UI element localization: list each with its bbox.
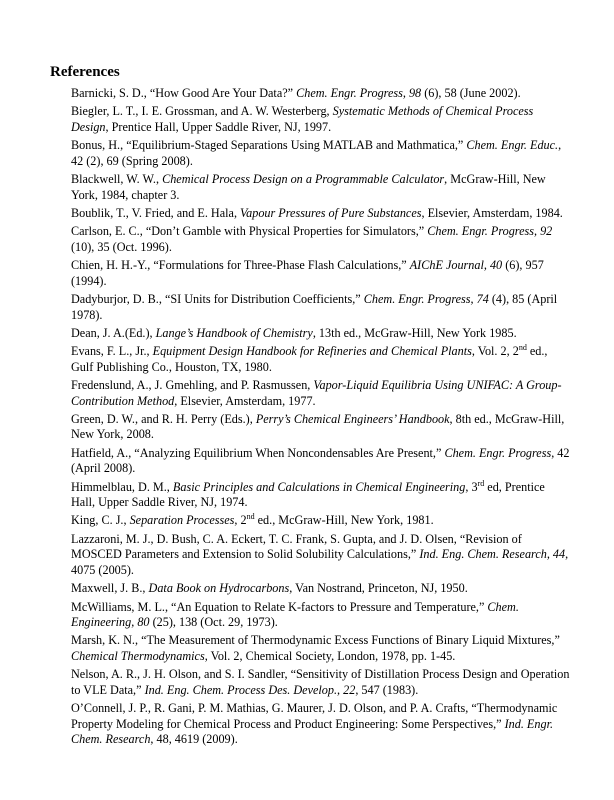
reference-source: Chem. Engr. Educ. [466,138,559,153]
reference-title: “An Equation to Relate K-factors to Pressure and Temperature,” [171,599,488,614]
reference-details-cont: ed, Prentice Hall, Upper Saddle River, NJ, 1974. [71,479,545,510]
reference-details: , Prentice Hall, Upper Saddle River, NJ, 1997. [105,119,332,134]
reference-title: “SI Units for Distribution Coefficients,” [164,291,364,306]
reference-details: , 2 [234,513,247,528]
reference-source: Systematic Methods of Chemical Process Design [71,104,534,134]
reference-source: Chemical Process Design on a Programmable Calculator [162,172,445,187]
reference-author: Bonus, H., [71,138,127,153]
reference-entry [71,378,571,409]
reference-entry [71,206,571,222]
reference-source: Chem. Engr. Progress, 74 [363,291,489,306]
reference-details: , Vol. 2, Chemical Society, London, 1978, pp. 1-45. [204,648,456,663]
reference-entry [71,172,571,203]
reference-author: Dean, J. A.(Ed.), [71,325,156,340]
reference-source: Lange’s Handbook of Chemistry [155,325,313,340]
reference-author: Boublik, T., V. Fried, and E. Hala, [71,205,241,220]
reference-author: Evans, F. L., Jr., [71,344,153,359]
reference-edition-suffix: nd [246,512,255,522]
reference-details: (10), 35 (Oct. 1996). [71,239,172,254]
reference-source: Data Book on Hydrocarbons [148,581,290,596]
reference-details: (6), 957 (1994). [71,258,544,288]
reference-title: “Revision of MOSCED Parameters and Extension to Solid Solubility Calculations,” [71,531,522,562]
reference-entry [71,258,571,289]
reference-source: Chem. Engr. Progress, 92 [427,224,553,239]
reference-details-cont: ed., McGraw-Hill, New York, 1981. [254,513,434,528]
reference-entry [71,86,571,102]
reference-source: Basic Principles and Calculations in Chemical Engineering [172,479,466,494]
reference-details-cont: ed., Gulf Publishing Co., Houston, TX, 1980. [71,344,548,374]
reference-entry [71,326,571,342]
reference-title: “Formulations for Three-Phase Flash Calculations,” [153,258,410,273]
reference-source: Ind. Eng. Chem. Process Des. Develop., 22 [144,682,356,697]
reference-author: Barnicki, S. D., [71,86,150,100]
reference-details: , 547 (1983). [355,682,419,697]
reference-entry [71,224,571,255]
reference-author: Fredenslund, A., J. Gmehling, and P. Rasmussen, [71,377,314,392]
reference-edition-suffix: nd [518,343,527,353]
reference-entry [71,633,571,664]
reference-source: Vapor-Liquid Equilibria Using UNIFAC: A Group-Contribution Method [71,377,562,408]
reference-details: (4), 85 (April 1978). [71,291,558,322]
reference-details: (25), 138 (Oct. 29, 1973). [149,615,278,630]
reference-details: , Van Nostrand, Princeton, NJ, 1950. [289,581,468,596]
reference-source: Separation Processes [129,513,235,528]
reference-source: Chem. Engineering, 80 [71,599,519,630]
reference-details: , Elsevier, Amsterdam, 1977. [174,393,316,408]
reference-details: , McGraw-Hill, New York, 1984, chapter 3. [71,172,546,202]
reference-title: “Equilibrium-Staged Separations Using MATLAB and Mathmatica,” [126,138,467,153]
reference-author: Himmelblau, D. M., [71,479,173,494]
reference-source: Vapour Pressures of Pure Substances [240,205,422,220]
reference-title: “How Good Are Your Data?” [149,86,297,100]
reference-title: “Analyzing Equilibrium When Noncondensables Are Present,” [134,445,445,460]
reference-title: “The Measurement of Thermodynamic Excess Functions of Binary Liquid Mixtures,” [141,633,560,648]
reference-author: Green, D. W., and R. H. Perry (Eds.), [71,411,256,426]
reference-source: AIChE Journal, 40 [409,258,503,273]
reference-entry [71,532,571,579]
reference-author: King, C. J., [71,513,130,528]
reference-source: Ind. Engr. Chem. Research [71,716,554,747]
reference-details: , 13th ed., McGraw-Hill, New York 1985. [312,325,517,340]
reference-details: , 42 (2), 69 (Spring 2008). [71,138,562,168]
reference-details: , 4075 (2005). [71,547,569,577]
reference-author: O’Connell, J. P., R. Gani, P. M. Mathias, G. Maurer, J. D. Olson, and P. A. Crafts, [71,701,472,716]
reference-entry [71,667,571,698]
references-heading: References [50,64,120,80]
reference-details: , 42 (April 2008). [71,445,570,476]
reference-entry [71,104,571,135]
reference-details: , 3 [465,479,478,494]
reference-entry [71,581,571,597]
reference-entry [71,412,571,443]
reference-entry [71,513,571,529]
reference-source: Chem. Engr. Progress, 98 [296,86,422,100]
reference-author: Maxwell, J. B., [71,581,149,596]
reference-source: Equipment Design Handbook for Refineries and Chemical Plants [152,344,472,359]
reference-details: , Vol. 2, 2 [471,344,519,359]
reference-author: Blackwell, W. W., [71,172,163,187]
reference-author: Chien, H. H.-Y., [71,258,154,273]
reference-title: “Thermodynamic Property Modeling for Chemical Process and Product Engineering: Some Perspectives,” [71,701,558,731]
reference-list [71,86,571,751]
reference-details: , Elsevier, Amsterdam, 1984. [421,205,563,220]
reference-author: Biegler, L. T., I. E. Grossman, and A. W. Westerberg, [71,104,333,119]
reference-details: , 8th ed., McGraw-Hill, New York, 2008. [71,411,565,442]
reference-details: (6), 58 (June 2002). [421,86,521,100]
reference-title: “Sensitivity of Distillation Process Design and Operation to VLE Data,” [71,667,570,697]
reference-source: Perry’s Chemical Engineers’ Handbook [255,411,450,426]
reference-edition-suffix: rd [477,478,485,488]
reference-author: Carlson, E. C., [71,224,146,239]
reference-title: “Don’t Gamble with Physical Properties for Simulators,” [145,224,428,239]
reference-entry [71,292,571,323]
reference-source: Ind. Eng. Chem. Research, 44 [419,547,566,562]
reference-author: Marsh, K. N., [71,633,142,648]
reference-author: Lazzaroni, M. J., D. Bush, C. A. Eckert, T. C. Frank, S. Gupta, and J. D. Olsen, [71,531,460,546]
reference-details: , 48, 4619 (2009). [150,732,238,747]
reference-entry [71,138,571,169]
reference-author: Dadyburjor, D. B., [71,291,165,306]
reference-entry [71,600,571,631]
reference-source: Chem. Engr. Progress [444,445,552,460]
reference-author: Nelson, A. R., J. H. Olson, and S. I. Sandler, [71,667,291,682]
reference-author: Hatfield, A., [71,445,135,460]
reference-entry [71,480,571,511]
reference-author: McWilliams, M. L., [71,599,172,614]
reference-entry [71,344,571,375]
reference-source: Chemical Thermodynamics [71,648,205,663]
reference-entry [71,701,571,748]
reference-entry [71,446,571,477]
